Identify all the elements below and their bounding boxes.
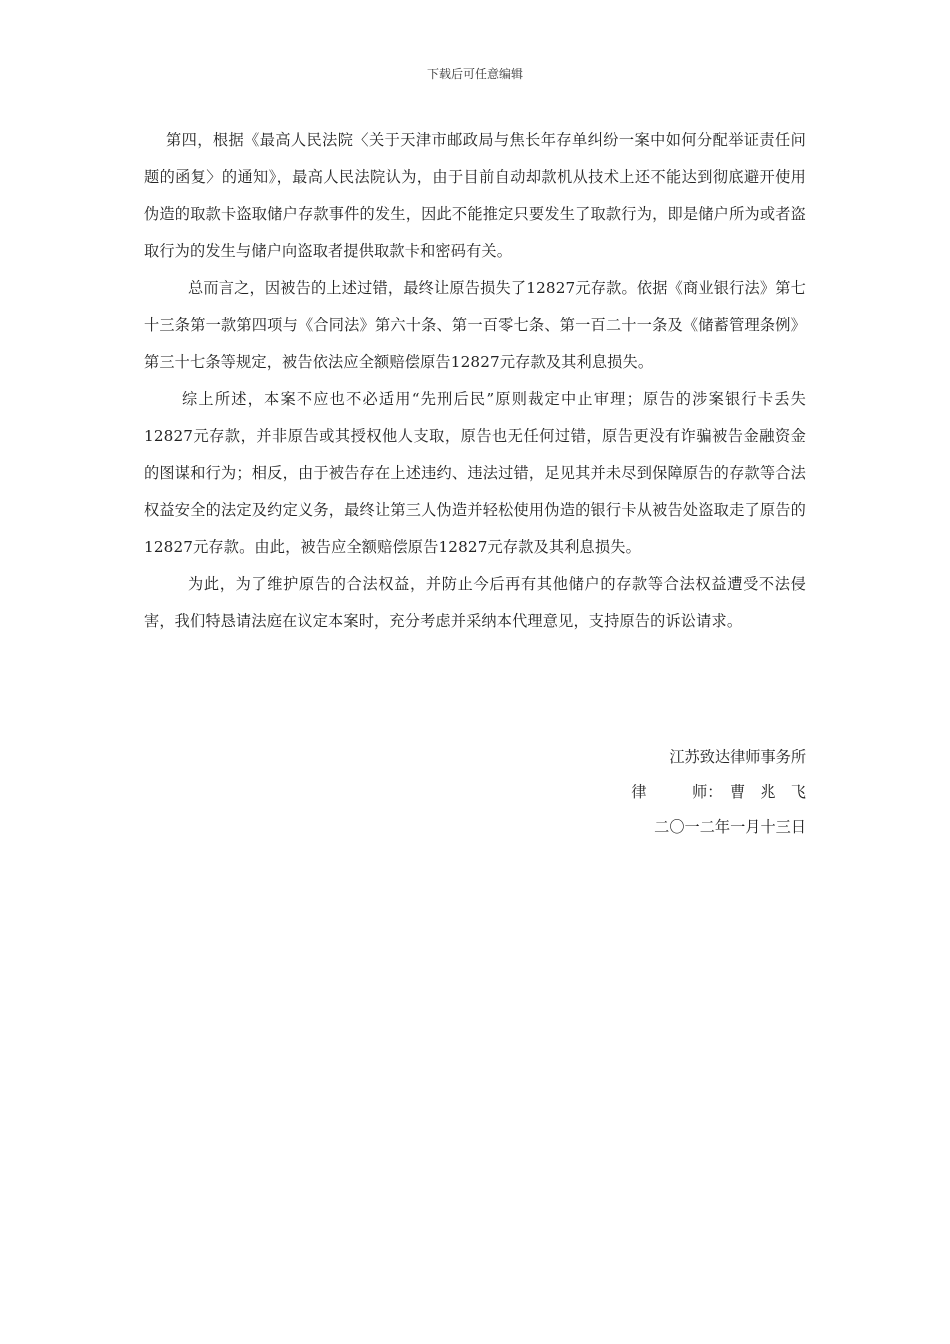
- paragraph-conclusion: 综上所述，本案不应也不必适用“先刑后民”原则裁定中止审理；原告的涉案银行卡丢失12827元存款，并非原告或其授权他人支取，原告也无任何过错，原告更没有诈骗被告金融资金的图谋和行为；相反，由于被告存在上述违约、违法过错，足见其并未尽到保障原告的存款等合法权益安全的法定及约定义务，最终让第三人伪造并轻松使用伪造的银行卡从被告处盗取走了原告的12827元存款。由此，被告应全额赔偿原告12827元存款及其利息损失。: [144, 390, 806, 556]
- lawyer-name: 律 师： 曹 兆 飞: [631, 783, 806, 801]
- paragraph-summary: 总而言之，因被告的上述过错，最终让原告损失了12827元存款。依据《商业银行法》第七十三条第一款第四项与《合同法》第六十条、第一百零七条、第一百二十一条及《储蓄管理条例》第三十七条等规定，被告依法应全额赔偿原告12827元存款及其利息损失。: [144, 279, 806, 371]
- law-firm-name: 江苏致达律师事务所: [669, 748, 806, 766]
- document-body: [144, 122, 806, 640]
- page-header: 下载后可任意编辑: [426, 67, 523, 81]
- signature-date: 二〇一二年一月十三日: [654, 818, 806, 836]
- paragraph-request: 为此，为了维护原告的合法权益，并防止今后再有其他储户的存款等合法权益遭受不法侵害，我们特恳请法庭在议定本案时，充分考虑并采纳本代理意见，支持原告的诉讼请求。: [144, 575, 806, 630]
- paragraph-fourth-point: 第四，根据《最高人民法院〈关于天津市邮政局与焦长年存单纠纷一案中如何分配举证责任问题的函复〉的通知》，最高人民法院认为，由于目前自动却款机从技术上还不能达到彻底避开使用伪造的取款卡盗取储户存款事件的发生，因此不能推定只要发生了取款行为，即是储户所为或者盗取行为的发生与储户向盗取者提供取款卡和密码有关。: [144, 131, 806, 260]
- signature-block: [631, 740, 806, 845]
